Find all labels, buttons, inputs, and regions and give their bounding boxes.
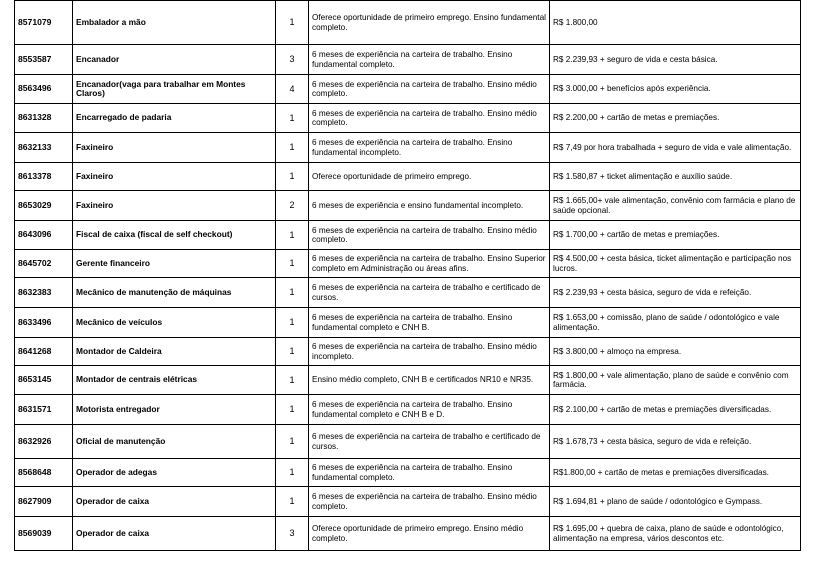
salary-benefits-cell: R$ 3.800,00 + almoço na empresa. bbox=[550, 338, 801, 366]
job-code-cell: 8632133 bbox=[15, 133, 73, 163]
table-row bbox=[15, 250, 801, 278]
requirements-cell: 6 meses de experiência na carteira de trabalho e certificado de cursos. bbox=[309, 278, 550, 308]
table-row bbox=[15, 104, 801, 133]
job-title-cell: Operador de caixa bbox=[73, 487, 276, 517]
vacancy-count-cell: 1 bbox=[276, 133, 309, 163]
requirements-cell: 6 meses de experiência na carteira de trabalho. Ensino médio completo. bbox=[309, 75, 550, 104]
job-listings-table bbox=[14, 0, 801, 551]
table-row bbox=[15, 1, 801, 45]
salary-benefits-cell: R$ 7,49 por hora trabalhada + seguro de vida e vale alimentação. bbox=[550, 133, 801, 163]
vacancy-count-cell: 1 bbox=[276, 366, 309, 395]
table-row bbox=[15, 338, 801, 366]
table-row bbox=[15, 278, 801, 308]
vacancy-count-cell: 1 bbox=[276, 221, 309, 250]
salary-benefits-cell: R$ 1.665,00+ vale alimentação, convênio com farmácia e plano de saúde opcional. bbox=[550, 191, 801, 221]
job-title-cell: Montador de centrais elétricas bbox=[73, 366, 276, 395]
job-code-cell: 8653029 bbox=[15, 191, 73, 221]
requirements-cell: 6 meses de experiência na carteira de trabalho. Ensino fundamental completo. bbox=[309, 459, 550, 487]
job-rows bbox=[15, 1, 801, 551]
vacancy-count-cell: 2 bbox=[276, 191, 309, 221]
job-title-cell: Montador de Caldeira bbox=[73, 338, 276, 366]
job-code-cell: 8632383 bbox=[15, 278, 73, 308]
salary-benefits-cell: R$1.800,00 + cartão de metas e premiações diversificadas. bbox=[550, 459, 801, 487]
job-code-cell: 8563496 bbox=[15, 75, 73, 104]
table-row bbox=[15, 221, 801, 250]
job-title-cell: Encanador(vaga para trabalhar em Montes Claros) bbox=[73, 75, 276, 104]
job-code-cell: 8571079 bbox=[15, 1, 73, 45]
salary-benefits-cell: R$ 1.678,73 + cesta básica, seguro de vida e refeição. bbox=[550, 425, 801, 459]
salary-benefits-cell: R$ 3.000,00 + benefícios após experiência. bbox=[550, 75, 801, 104]
vacancy-count-cell: 1 bbox=[276, 425, 309, 459]
vacancy-count-cell: 1 bbox=[276, 163, 309, 191]
requirements-cell: 6 meses de experiência na carteira de trabalho. Ensino médio completo. bbox=[309, 487, 550, 517]
table-row bbox=[15, 133, 801, 163]
table-row bbox=[15, 163, 801, 191]
job-title-cell: Fiscal de caixa (fiscal de self checkout) bbox=[73, 221, 276, 250]
table-row bbox=[15, 425, 801, 459]
salary-benefits-cell: R$ 4.500,00 + cesta básica, ticket alimentação e participação nos lucros. bbox=[550, 250, 801, 278]
job-title-cell: Operador de adegas bbox=[73, 459, 276, 487]
table-row bbox=[15, 487, 801, 517]
salary-benefits-cell: R$ 2.200,00 + cartão de metas e premiações. bbox=[550, 104, 801, 133]
requirements-cell: 6 meses de experiência e ensino fundamental incompleto. bbox=[309, 191, 550, 221]
job-title-cell: Operador de caixa bbox=[73, 517, 276, 551]
job-code-cell: 8627909 bbox=[15, 487, 73, 517]
vacancy-count-cell: 3 bbox=[276, 45, 309, 75]
requirements-cell: Oferece oportunidade de primeiro emprego. bbox=[309, 163, 550, 191]
salary-benefits-cell: R$ 2.239,93 + cesta básica, seguro de vida e refeição. bbox=[550, 278, 801, 308]
job-code-cell: 8653145 bbox=[15, 366, 73, 395]
table-row bbox=[15, 75, 801, 104]
table-row bbox=[15, 308, 801, 338]
requirements-cell: 6 meses de experiência na carteira de trabalho. Ensino médio completo. bbox=[309, 221, 550, 250]
job-code-cell: 8613378 bbox=[15, 163, 73, 191]
vacancy-count-cell: 1 bbox=[276, 1, 309, 45]
requirements-cell: 6 meses de experiência na carteira de trabalho. Ensino fundamental completo e CNH B. bbox=[309, 308, 550, 338]
job-code-cell: 8641268 bbox=[15, 338, 73, 366]
job-title-cell: Encanador bbox=[73, 45, 276, 75]
salary-benefits-cell: R$ 1.694,81 + plano de saúde / odontológico e Gympass. bbox=[550, 487, 801, 517]
job-code-cell: 8631328 bbox=[15, 104, 73, 133]
vacancy-count-cell: 1 bbox=[276, 250, 309, 278]
job-title-cell: Motorista entregador bbox=[73, 395, 276, 425]
requirements-cell: Oferece oportunidade de primeiro emprego. Ensino médio completo. bbox=[309, 517, 550, 551]
job-code-cell: 8568648 bbox=[15, 459, 73, 487]
salary-benefits-cell: R$ 2.100,00 + cartão de metas e premiações diversificadas. bbox=[550, 395, 801, 425]
salary-benefits-cell: R$ 1.800,00 bbox=[550, 1, 801, 45]
salary-benefits-cell: R$ 1.800,00 + vale alimentação, plano de saúde e convênio com farmácia. bbox=[550, 366, 801, 395]
vacancy-count-cell: 4 bbox=[276, 75, 309, 104]
vacancy-count-cell: 1 bbox=[276, 395, 309, 425]
vacancy-count-cell: 1 bbox=[276, 459, 309, 487]
vacancy-count-cell: 1 bbox=[276, 308, 309, 338]
job-title-cell: Faxineiro bbox=[73, 191, 276, 221]
requirements-cell: 6 meses de experiência na carteira de trabalho. Ensino Superior completo em Administração ou áreas afins. bbox=[309, 250, 550, 278]
requirements-cell: Oferece oportunidade de primeiro emprego. Ensino fundamental completo. bbox=[309, 1, 550, 45]
table-row bbox=[15, 395, 801, 425]
vacancy-count-cell: 1 bbox=[276, 278, 309, 308]
salary-benefits-cell: R$ 1.580,87 + ticket alimentação e auxílio saúde. bbox=[550, 163, 801, 191]
requirements-cell: 6 meses de experiência na carteira de trabalho. Ensino médio incompleto. bbox=[309, 338, 550, 366]
requirements-cell: 6 meses de experiência na carteira de trabalho e certificado de cursos. bbox=[309, 425, 550, 459]
salary-benefits-cell: R$ 1.653,00 + comissão, plano de saúde / odontológico e vale alimentação. bbox=[550, 308, 801, 338]
job-code-cell: 8632926 bbox=[15, 425, 73, 459]
requirements-cell: 6 meses de experiência na carteira de trabalho. Ensino fundamental completo e CNH B e D. bbox=[309, 395, 550, 425]
job-code-cell: 8553587 bbox=[15, 45, 73, 75]
salary-benefits-cell: R$ 1.700,00 + cartão de metas e premiações. bbox=[550, 221, 801, 250]
vacancy-count-cell: 1 bbox=[276, 338, 309, 366]
vacancy-count-cell: 3 bbox=[276, 517, 309, 551]
salary-benefits-cell: R$ 1.695,00 + quebra de caixa, plano de saúde e odontológico, alimentação na empresa, vários descontos etc. bbox=[550, 517, 801, 551]
table-row bbox=[15, 45, 801, 75]
job-code-cell: 8645702 bbox=[15, 250, 73, 278]
table-row bbox=[15, 517, 801, 551]
job-title-cell: Gerente financeiro bbox=[73, 250, 276, 278]
job-title-cell: Oficial de manutenção bbox=[73, 425, 276, 459]
table-row bbox=[15, 191, 801, 221]
job-title-cell: Mecânico de manutenção de máquinas bbox=[73, 278, 276, 308]
vacancy-count-cell: 1 bbox=[276, 487, 309, 517]
job-title-cell: Embalador a mão bbox=[73, 1, 276, 45]
job-title-cell: Mecânico de veículos bbox=[73, 308, 276, 338]
job-title-cell: Faxineiro bbox=[73, 163, 276, 191]
job-code-cell: 8633496 bbox=[15, 308, 73, 338]
job-code-cell: 8643096 bbox=[15, 221, 73, 250]
job-title-cell: Faxineiro bbox=[73, 133, 276, 163]
requirements-cell: 6 meses de experiência na carteira de trabalho. Ensino fundamental incompleto. bbox=[309, 133, 550, 163]
requirements-cell: 6 meses de experiência na carteira de trabalho. Ensino fundamental completo. bbox=[309, 45, 550, 75]
requirements-cell: Ensino médio completo, CNH B e certificados NR10 e NR35. bbox=[309, 366, 550, 395]
table-row bbox=[15, 366, 801, 395]
job-code-cell: 8631571 bbox=[15, 395, 73, 425]
job-code-cell: 8569039 bbox=[15, 517, 73, 551]
salary-benefits-cell: R$ 2.239,93 + seguro de vida e cesta básica. bbox=[550, 45, 801, 75]
table-row bbox=[15, 459, 801, 487]
job-title-cell: Encarregado de padaria bbox=[73, 104, 276, 133]
vacancy-count-cell: 1 bbox=[276, 104, 309, 133]
requirements-cell: 6 meses de experiência na carteira de trabalho. Ensino médio completo. bbox=[309, 104, 550, 133]
